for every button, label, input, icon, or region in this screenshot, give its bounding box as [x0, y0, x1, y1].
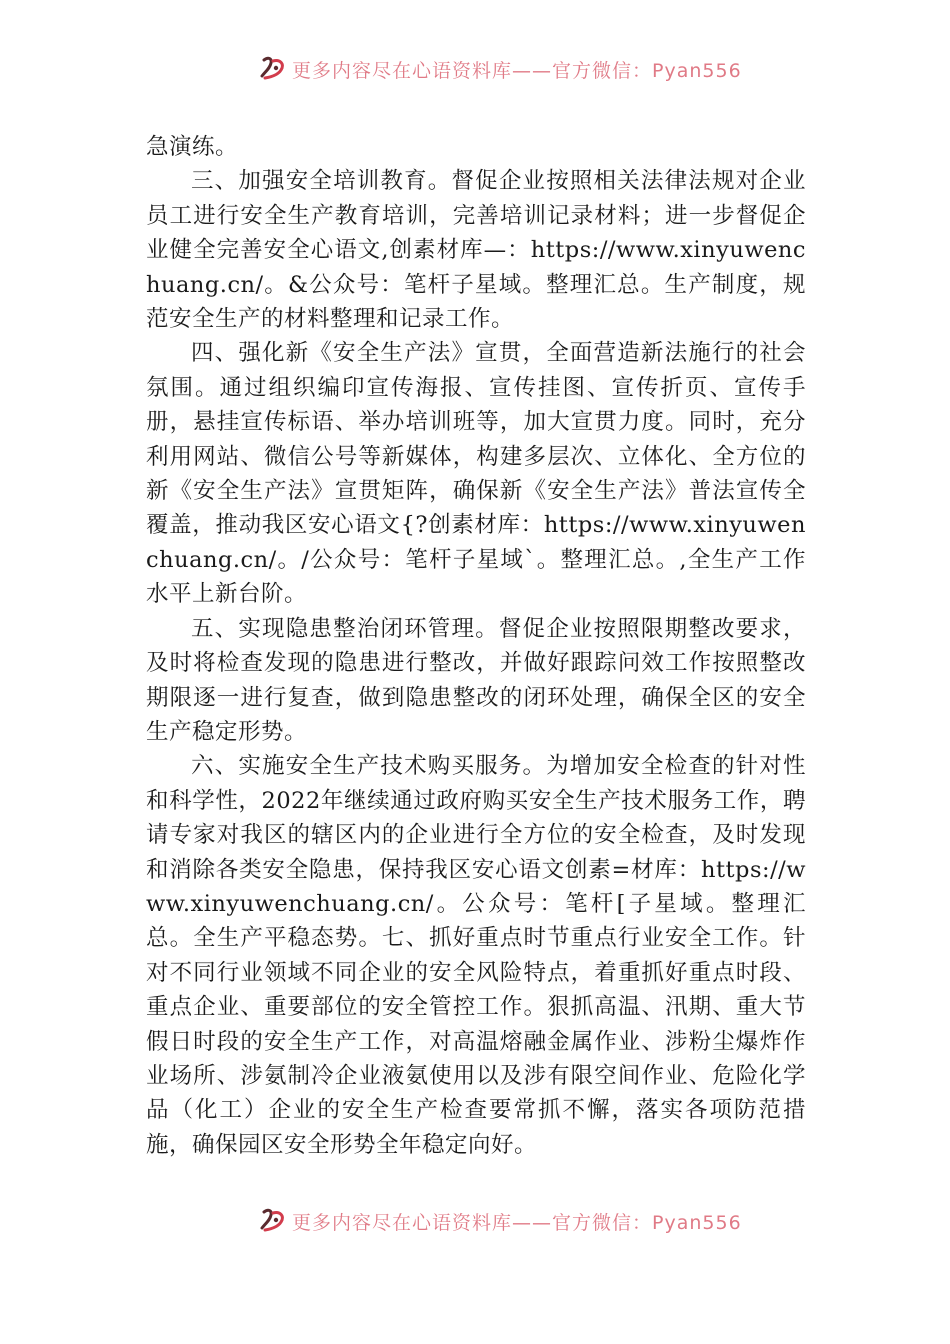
paragraph-hazard-rectification: 五、实现隐患整治闭环管理。督促企业按照限期整改要求，及时将检查发现的隐患进行整改，并做好跟踪问效工作按照整改期限逐一进行复查，做到隐患整改的闭环处理，确保全区的安全生产稳定形势。 — [146, 615, 806, 745]
document-body — [146, 130, 806, 1162]
paragraph-safety-law-promotion: 四、强化新《安全生产法》宣贯，全面营造新法施行的社会氛围。通过组织编印宣传海报、宣传挂图、宣传折页、宣传手册，悬挂宣传标语、举办培训班等，加大宣贯力度。同时，充分利用网站、微信公号等新媒体，构建多层次、立体化、全方位的新《安全生产法》宣贯矩阵，确保新《安全生产法》普法宣传全覆盖，推动我区安心语文{?创素材库：https://www.xinyuwenchuang.cn/。/公众号：笔杆子星域`。整理汇总。,全生产工作水平上新台阶。 — [146, 340, 806, 608]
brand-logo-icon — [258, 56, 288, 82]
watermark-text: 更多内容尽在心语资料库——官方微信：Pyan556 — [292, 1211, 742, 1234]
watermark-text: 更多内容尽在心语资料库——官方微信：Pyan556 — [292, 59, 742, 82]
footer-watermark — [258, 1206, 742, 1236]
paragraph-continuation: 急演练。 — [146, 134, 239, 160]
paragraph-safety-training: 三、加强安全培训教育。督促企业按照相关法律法规对企业员工进行安全生产教育培训，完善培训记录材料；进一步督促企业健全完善安全心语文,创素材库—：https://www.xinyuwenchuang.cn/。&公众号：笔杆子星域。整理汇总。生产制度，规范安全生产的材料整理和记录工作。 — [146, 168, 806, 333]
brand-logo-icon — [258, 1208, 288, 1234]
paragraph-technical-services: 六、实施安全生产技术购买服务。为增加安全检查的针对性和科学性，2022年继续通过政府购买安全生产技术服务工作，聘请专家对我区的辖区内的企业进行全方位的安全检查，及时发现和消除各类安全隐患，保持我区安心语文创素=材库：https://www.xinyuwenchuang.cn/。公众号：笔杆[子星域。整理汇总。全生产平稳态势。七、抓好重点时节重点行业安全工作。针对不同行业领域不同企业的安全风险特点，着重抓好重点时段、重点企业、重要部位的安全管控工作。狠抓高温、汛期、重大节假日时段的安全生产工作，对高温熔融金属作业、涉粉尘爆炸作业场所、涉氨制冷企业液氨使用以及涉有限空间作业、危险化学品（化工）企业的安全生产检查要常抓不懈，落实各项防范措施，确保园区安全形势全年稳定向好。 — [146, 753, 806, 1158]
header-watermark — [258, 54, 742, 84]
